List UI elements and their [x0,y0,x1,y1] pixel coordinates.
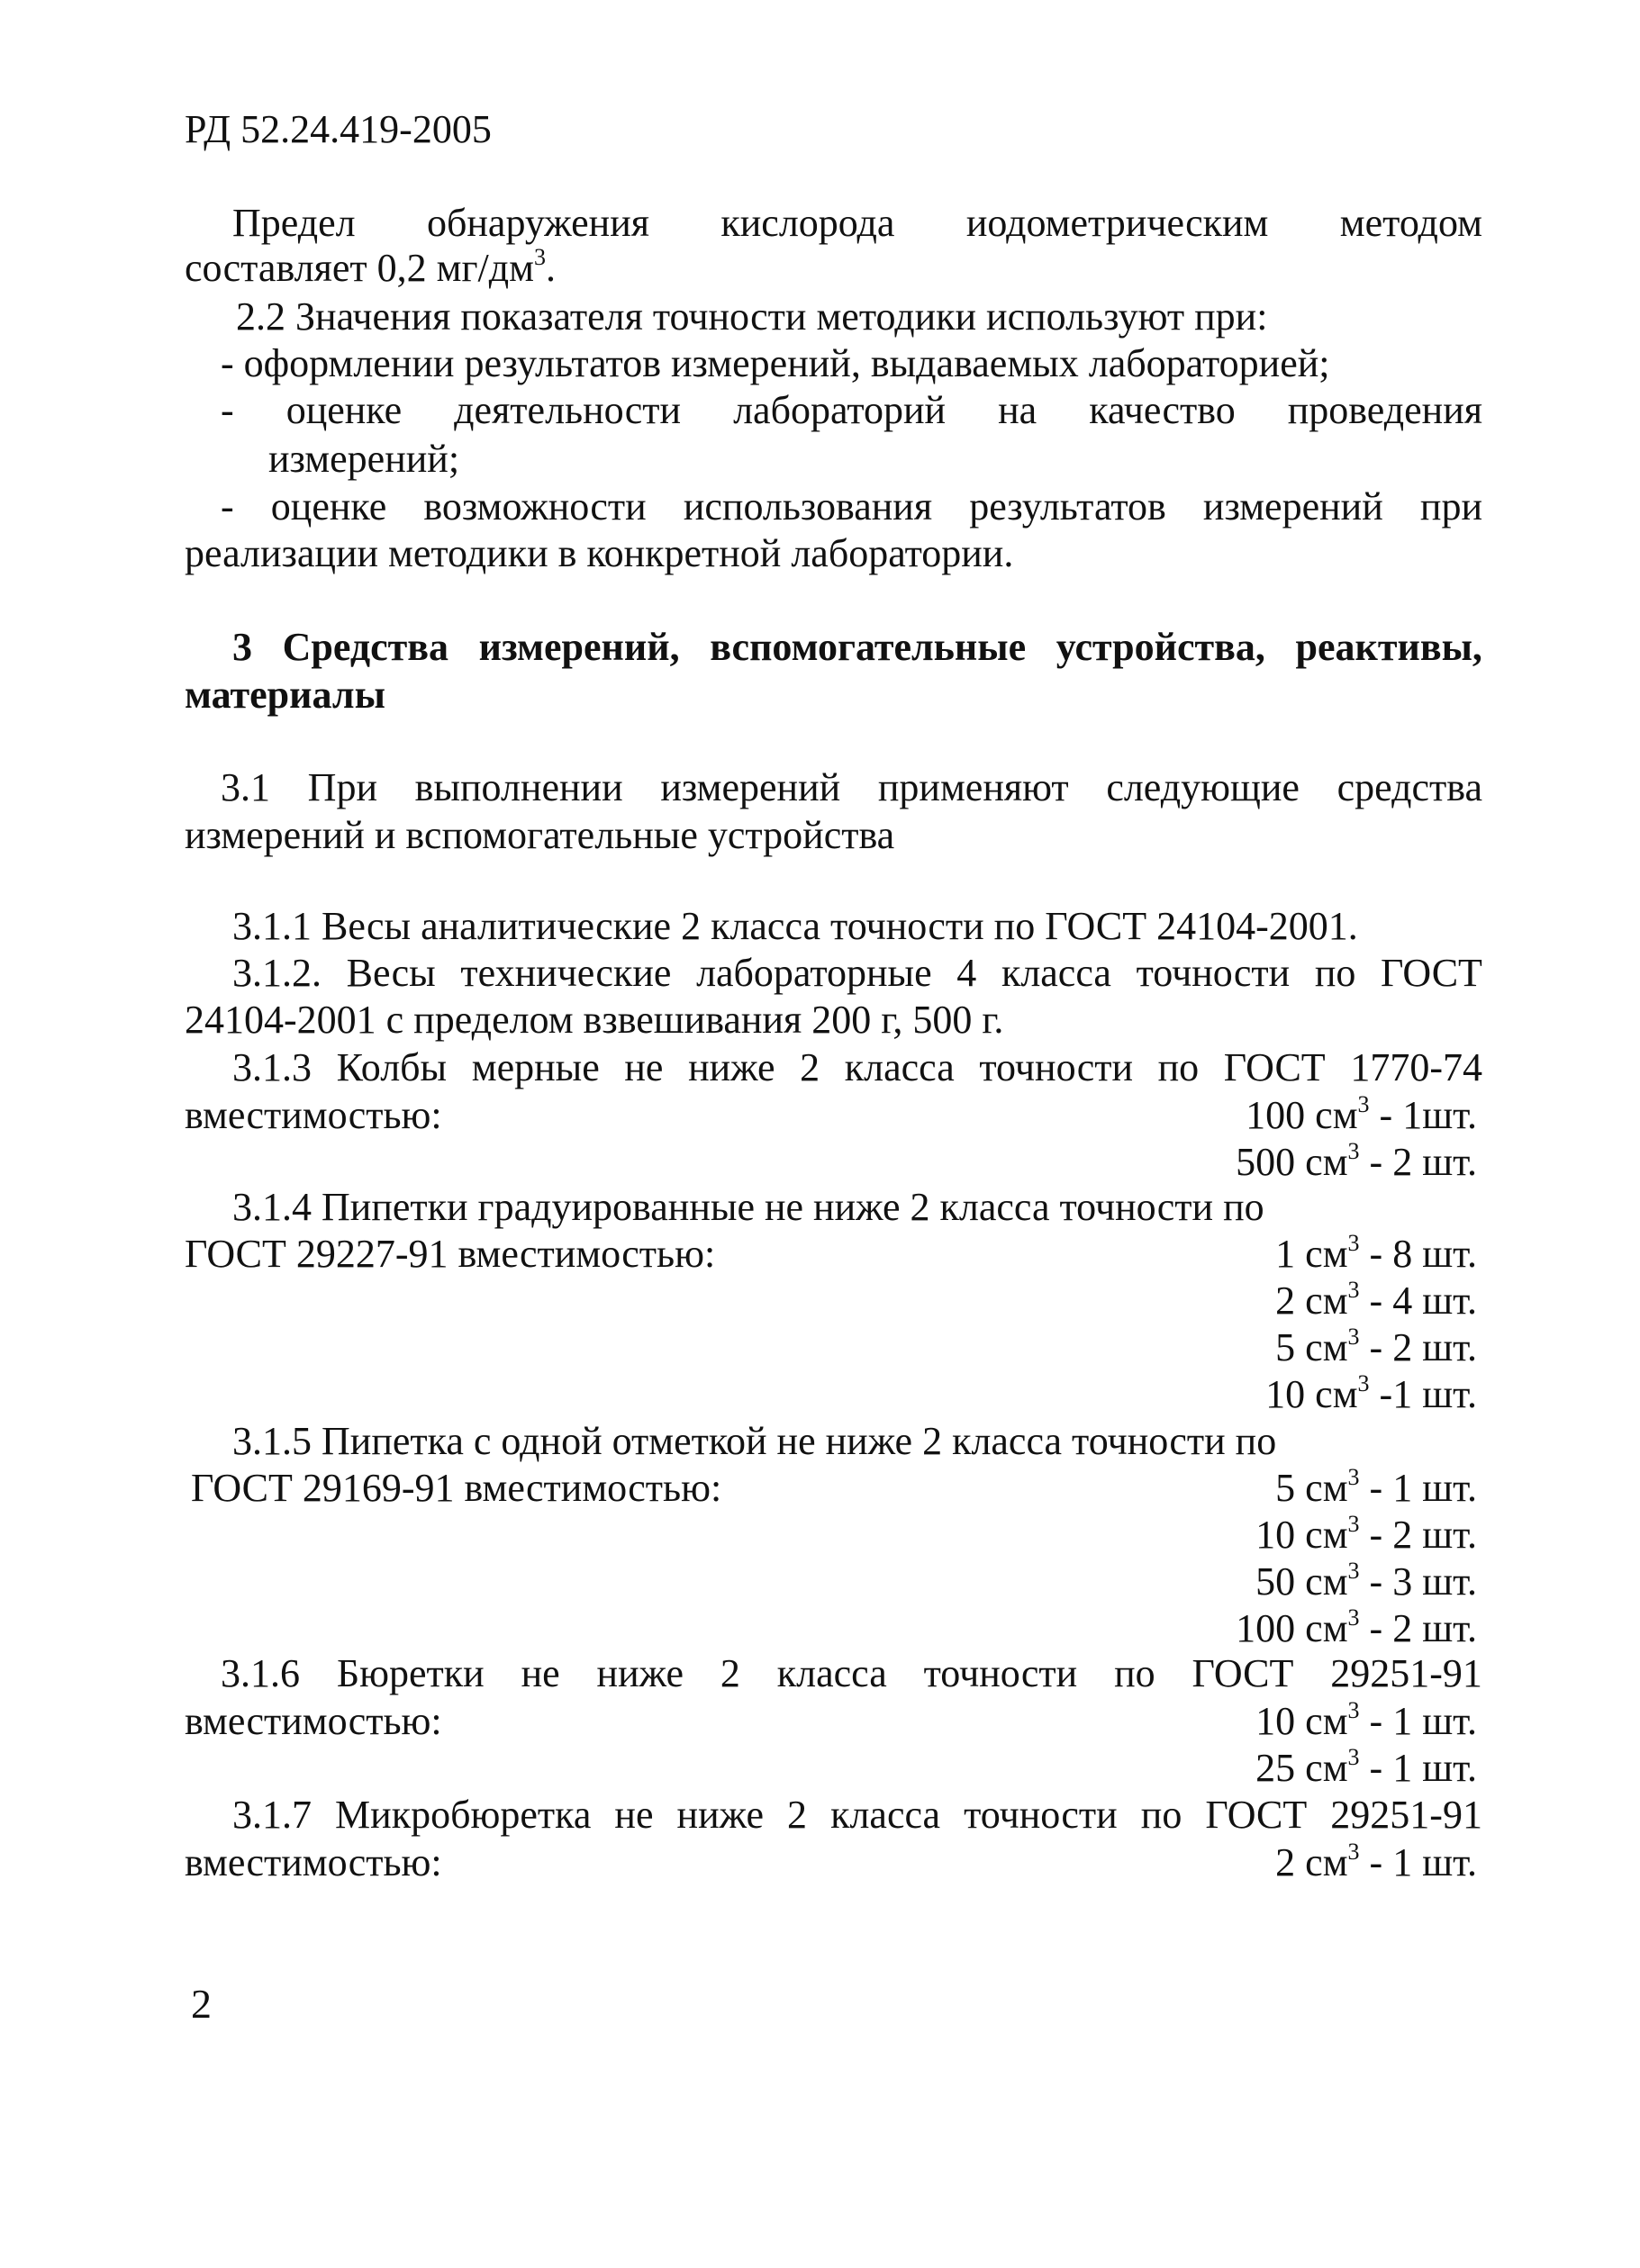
word: 4 [956,951,977,995]
volume: 10 см [1255,1513,1348,1557]
page-number: 2 [191,1981,212,2027]
word: результатов [969,484,1166,529]
word: качество [1089,388,1236,432]
word: использования [683,484,933,529]
word: 29251-91 [1330,1793,1482,1837]
para-3-1-line-2: измерений и вспомогательные устройства [185,813,895,857]
word: точности [964,1793,1118,1837]
word: 1770-74 [1350,1045,1482,1089]
word: класса [830,1793,941,1837]
word: не [624,1045,664,1089]
unit-exponent: 3 [1347,1839,1360,1865]
volume-quantity-line [1255,1559,1477,1605]
word: 3.1.2. [232,951,322,995]
word: устройства, [1056,625,1265,669]
word: ГОСТ [1205,1793,1308,1837]
item-3-1-7-line-1 [232,1792,1482,1839]
item-3-1-3-line-2: вместимостью: [185,1093,442,1137]
volume-quantity-line [1255,1745,1477,1792]
volume: 1 см [1275,1232,1348,1276]
word: ниже [596,1651,684,1695]
volume-quantity-line [1275,1278,1477,1324]
quantity: - 1 шт. [1359,1466,1477,1510]
unit-exponent: 3 [1347,1138,1360,1164]
volume: 100 см [1236,1606,1348,1650]
word: 3.1.7 [232,1793,312,1837]
word: не [614,1793,654,1837]
volume: 50 см [1255,1559,1348,1604]
quantity: - 1 шт. [1359,1840,1477,1884]
word: применяют [877,765,1069,809]
unit-exponent: 3 [1357,1370,1370,1396]
word: - [221,388,234,432]
word: 2 [800,1045,820,1089]
item-3-1-2-line-2: 24104-2001 с пределом взвешивания 200 г, 500 г. [185,998,1004,1042]
word: 29251-91 [1330,1651,1482,1695]
item-3-1-6-line-1 [221,1650,1482,1697]
volume: 100 см [1246,1093,1358,1137]
bullet-3-line-2: реализации методики в конкретной лаборатории. [185,531,1014,575]
word: Предел [232,201,356,245]
word: на [998,388,1037,432]
word: Средства [282,625,449,669]
word: проведения [1287,388,1482,432]
quantity: - 1 шт. [1359,1746,1477,1790]
word: При [307,765,377,809]
word: ГОСТ [1191,1651,1294,1695]
volume: 500 см [1236,1140,1348,1184]
word: обнаружения [427,201,649,245]
volume: 5 см [1275,1325,1348,1369]
item-3-1-4-line-2: ГОСТ 29227-91 вместимостью: [185,1232,716,1276]
word: по [1314,951,1356,995]
limit-line-2: составляет 0,2 $мг/дм^3$. [185,244,556,290]
volume-quantity-line [1275,1324,1477,1371]
word: вспомогательные [710,625,1027,669]
bullet-1: - оформлении результатов измерений, выдаваемых лабораторией; [221,341,1330,385]
quantity: - 2 шт. [1359,1513,1477,1557]
unit-exponent: 3 [1347,1277,1360,1303]
quantity: - 2 шт. [1359,1606,1477,1650]
word: возможности [423,484,647,529]
quantity: - 2 шт. [1359,1140,1477,1184]
word: 3.1 [221,765,270,809]
limit-line-1 [232,200,1482,247]
volume-quantity-line [1275,1231,1477,1278]
section-3-heading-line-2: материалы [185,673,385,717]
volume: 10 см [1255,1699,1348,1743]
unit-exponent: 3 [1347,1324,1360,1350]
word: лабораторные [696,951,932,995]
word: точности [923,1651,1078,1695]
word: методом [1339,201,1482,245]
word: при [1419,484,1482,529]
word: измерений [660,765,841,809]
word: по [1114,1651,1155,1695]
volume-quantity-line [1275,1465,1477,1512]
volume: 25 см [1255,1746,1348,1790]
volume-quantity-line [1255,1698,1477,1745]
bullet-2-line-2: измерений; [268,437,460,481]
word: класса [844,1045,955,1089]
word: реактивы, [1295,625,1482,669]
quantity: - 4 шт. [1359,1279,1477,1323]
bullet-3-line-1 [221,483,1482,530]
word: деятельности [454,388,682,432]
item-3-1-1: 3.1.1 Весы аналитические 2 класса точности по ГОСТ 24104-2001. [232,904,1358,948]
volume-quantity-line [1255,1512,1477,1559]
volume: 5 см [1275,1466,1348,1510]
word: точности [979,1045,1133,1089]
word: выполнении [414,765,623,809]
item-3-1-6-line-2: вместимостью: [185,1699,442,1743]
word: класса [1001,951,1111,995]
word: точности [1136,951,1291,995]
item-3-1-2-line-1 [232,950,1482,997]
word: оценке [285,388,403,432]
word: оценке [270,484,387,529]
unit-exponent: 3 [1347,1744,1360,1770]
word: 3.1.6 [221,1651,300,1695]
bullet-2-line-1 [221,387,1482,434]
word: иодометрическим [965,201,1269,245]
unit-exponent: 3 [1347,1697,1360,1723]
quantity: -1 шт. [1369,1372,1477,1416]
word: по [1140,1793,1182,1837]
word: технические [460,951,672,995]
word: кислорода [720,201,895,245]
word: 2 [720,1651,740,1695]
word: Микробюретка [335,1793,592,1837]
section-2-2-intro: 2.2 Значения показателя точности методики используют при: [236,294,1268,339]
item-3-1-3-line-1 [232,1044,1482,1091]
word: по [1157,1045,1200,1089]
document-code: РД 52.24.419-2005 [185,107,492,151]
unit-exponent: 3 [1347,1230,1360,1256]
word: 3 [232,625,252,669]
word: Бюретки [336,1651,485,1695]
item-3-1-5-line-2: ГОСТ 29169-91 вместимостью: [191,1466,722,1510]
word: ниже [688,1045,775,1089]
volume: 2 см [1275,1279,1348,1323]
word: следующие [1106,765,1300,809]
word: мерные [471,1045,600,1089]
section-3-heading-line-1 [232,624,1482,671]
item-3-1-7-line-2: вместимостью: [185,1840,442,1884]
word: ниже [676,1793,764,1837]
volume-quantity-line [1275,1839,1477,1886]
word: не [521,1651,560,1695]
volume: 2 см [1275,1840,1348,1884]
word: класса [776,1651,887,1695]
unit-exponent: 3 [1347,1604,1360,1631]
para-3-1-line-1 [221,764,1482,811]
word: лабораторий [733,388,947,432]
word: 3.1.3 [232,1045,312,1089]
word: средства [1336,765,1482,809]
volume-quantity-line [1265,1371,1477,1418]
word: измерений, [478,625,680,669]
unit-exponent: 3 [1357,1091,1370,1117]
quantity: - 1 шт. [1359,1699,1477,1743]
quantity: - 8 шт. [1359,1232,1477,1276]
volume-quantity-line [1246,1092,1477,1139]
word: измерений [1202,484,1383,529]
word: - [221,484,234,529]
volume-quantity-line [1236,1139,1477,1186]
item-3-1-4-line-1: 3.1.4 Пипетки градуированные не ниже 2 класса точности по [232,1185,1264,1229]
volume: 10 см [1265,1372,1358,1416]
unit-exponent: 3 [1347,1558,1360,1584]
word: ГОСТ [1381,951,1482,995]
unit-exponent: 3 [1347,1464,1360,1490]
unit-exponent: 3 [1347,1511,1360,1537]
word: Колбы [336,1045,448,1089]
quantity: - 1шт. [1369,1093,1477,1137]
item-3-1-5-line-1: 3.1.5 Пипетка с одной отметкой не ниже 2 класса точности по [232,1419,1277,1463]
word: 2 [787,1793,808,1837]
volume-quantity-line [1236,1605,1477,1652]
quantity: - 3 шт. [1359,1559,1477,1604]
word: Весы [346,951,436,995]
quantity: - 2 шт. [1359,1325,1477,1369]
word: ГОСТ [1223,1045,1326,1089]
